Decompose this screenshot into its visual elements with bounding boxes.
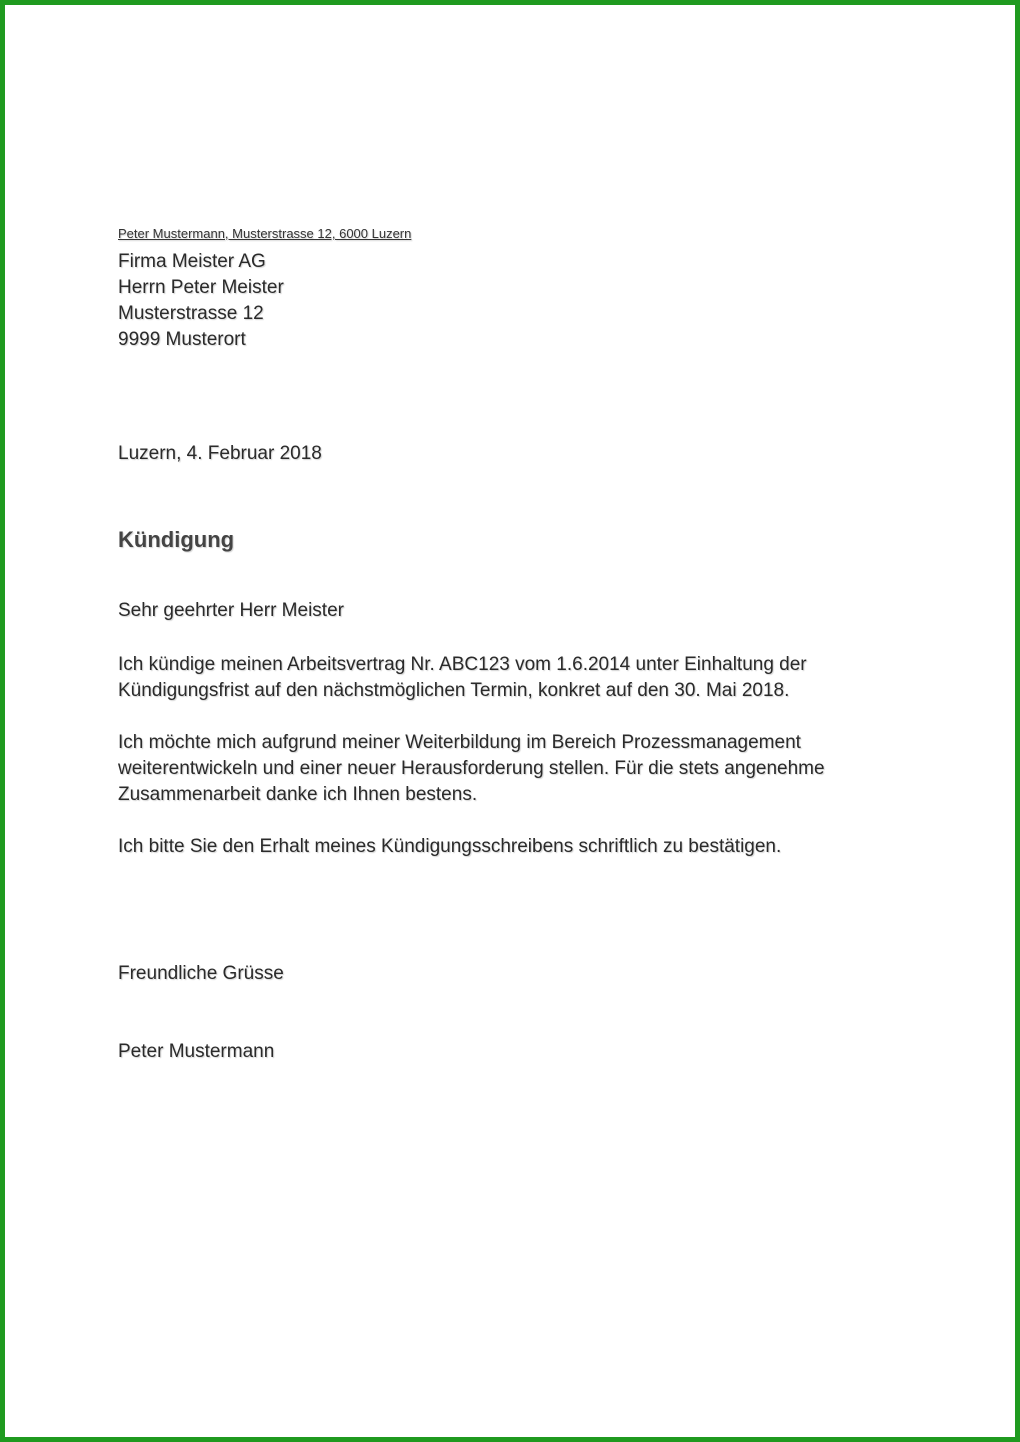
body-paragraph xyxy=(118,730,825,808)
salutation: Sehr geehrter Herr Meister xyxy=(118,600,344,621)
recipient-line: 9999 Musterort xyxy=(118,329,246,350)
paragraph-line: Ich möchte mich aufgrund meiner Weiterbildung im Bereich Prozessmanagement xyxy=(118,732,801,753)
letter-subject: Kündigung xyxy=(118,527,235,552)
paragraph-line: weiterentwickeln und einer neuer Herausforderung stellen. Für die stets angenehme xyxy=(118,758,825,779)
paragraph-line: Kündigungsfrist auf den nächstmöglichen Termin, konkret auf den 30. Mai 2018. xyxy=(118,680,790,701)
paragraph-line: Zusammenarbeit danke ich Ihnen bestens. xyxy=(118,784,478,805)
paragraph-line: Ich kündige meinen Arbeitsvertrag Nr. ABC123 vom 1.6.2014 unter Einhaltung der xyxy=(118,654,807,675)
signature-name: Peter Mustermann xyxy=(118,1041,275,1062)
sender-address-line: Peter Mustermann, Musterstrasse 12, 6000 Luzern xyxy=(118,226,412,241)
paragraph-line: Ich bitte Sie den Erhalt meines Kündigungsschreibens schriftlich zu bestätigen. xyxy=(118,836,782,857)
recipient-line: Musterstrasse 12 xyxy=(118,303,264,324)
letter-date: Luzern, 4. Februar 2018 xyxy=(118,443,322,464)
body-paragraph xyxy=(118,652,807,704)
recipient-line: Herrn Peter Meister xyxy=(118,277,284,298)
recipient-address xyxy=(118,249,284,353)
recipient-line: Firma Meister AG xyxy=(118,251,266,272)
closing-phrase: Freundliche Grüsse xyxy=(118,963,284,984)
body-paragraph xyxy=(118,834,781,860)
